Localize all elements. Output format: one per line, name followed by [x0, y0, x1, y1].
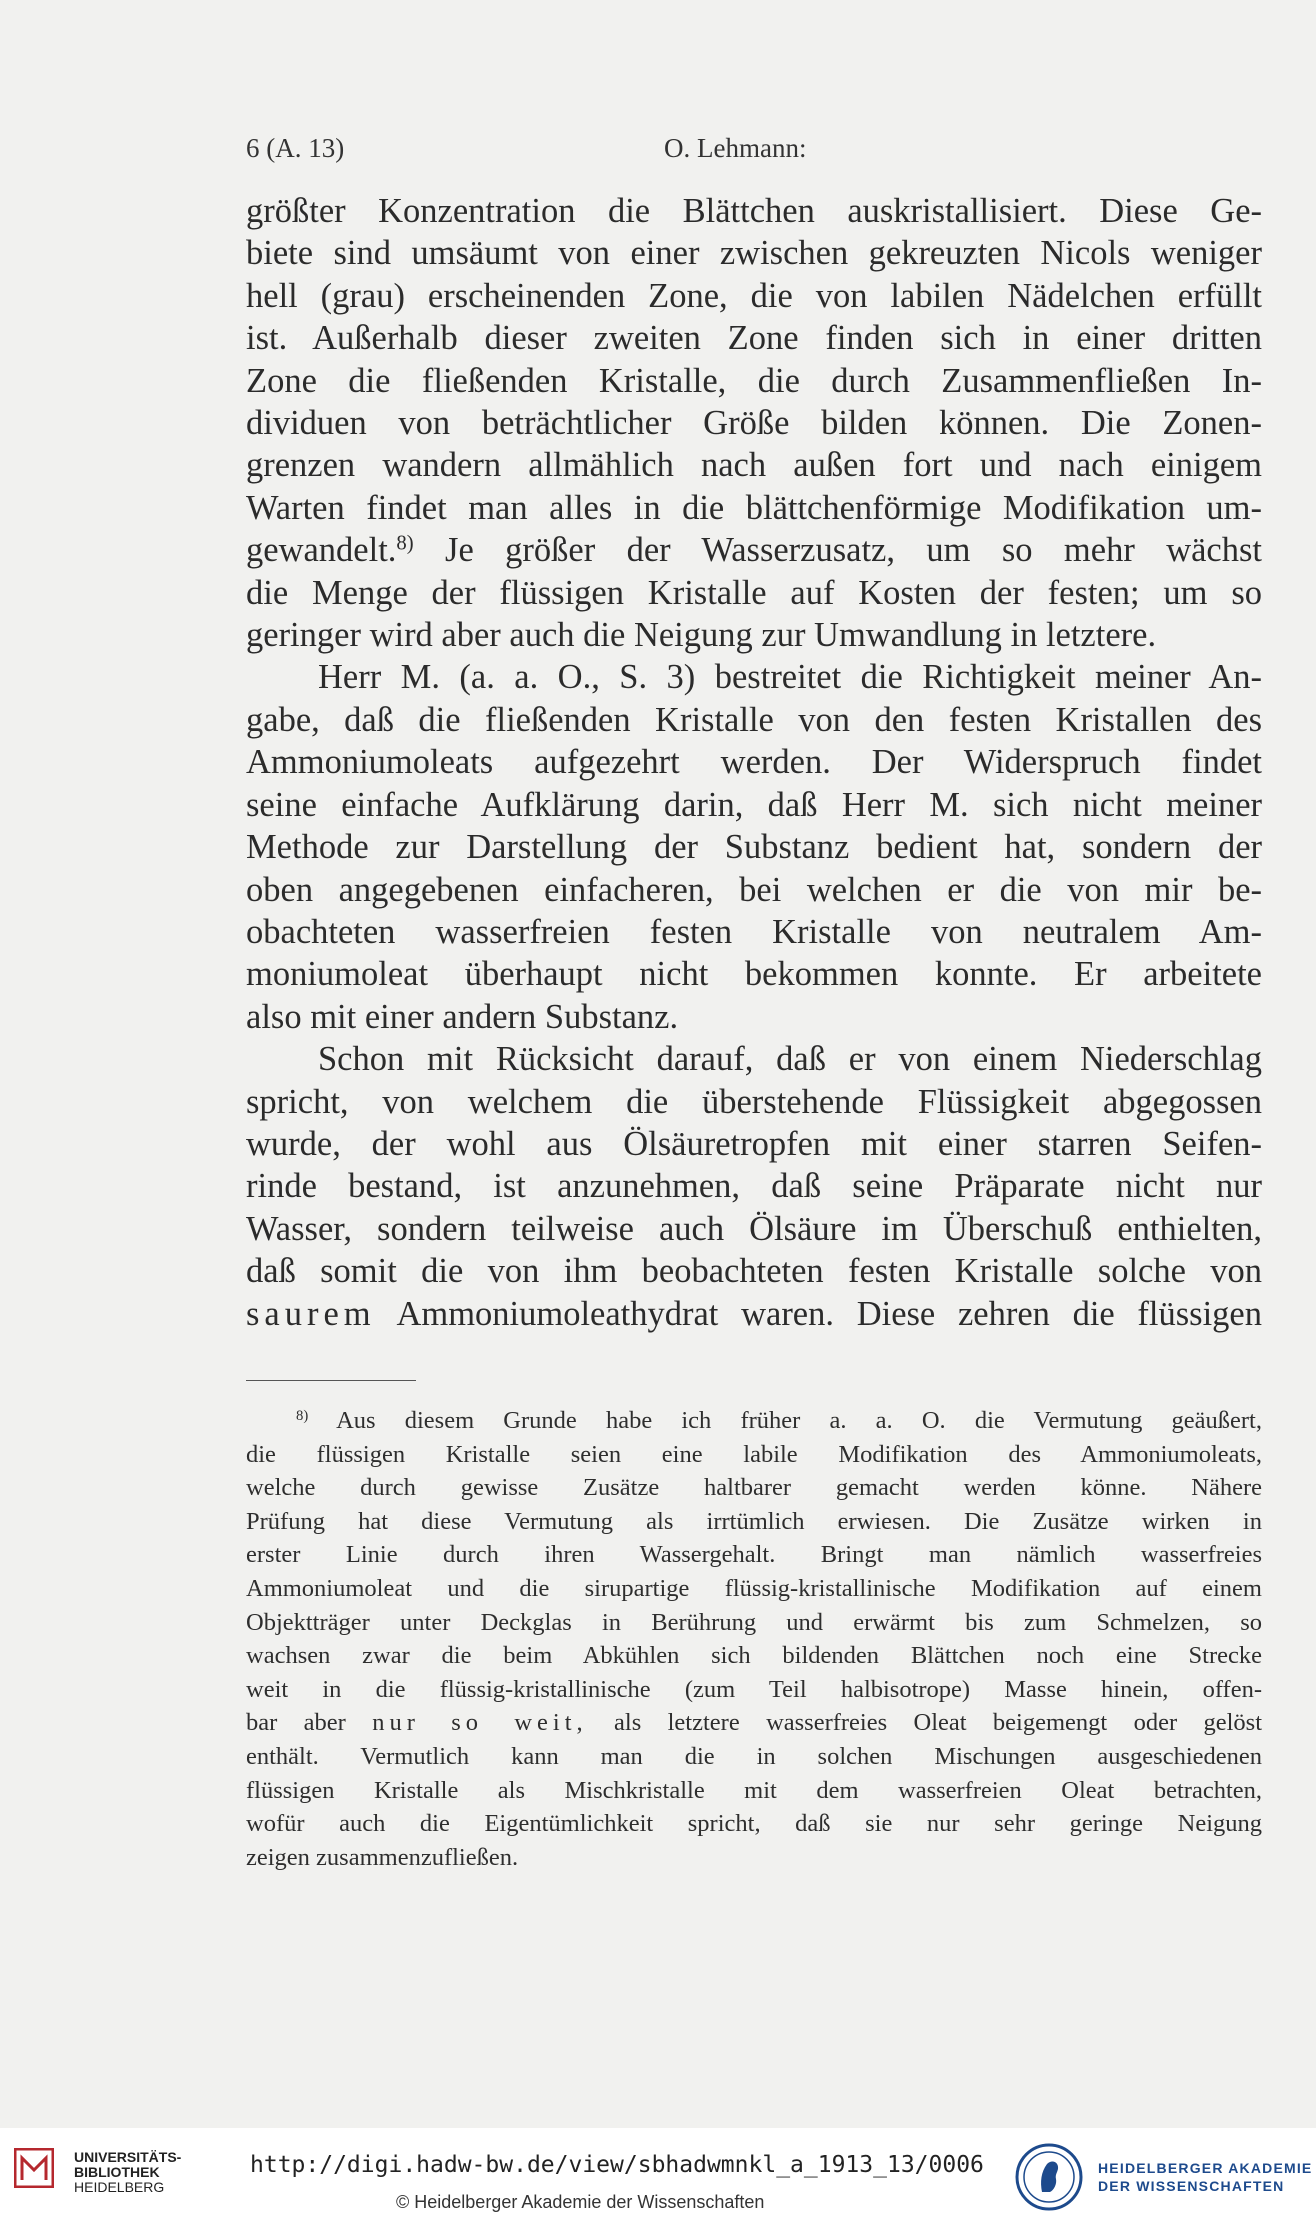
- emphasized-phrase: nur so weit,: [372, 1709, 588, 1737]
- text-line: oben angegebenen einfacheren, bei welchen er die von mir be-: [246, 870, 1262, 909]
- footnote-line: erster Linie durch ihren Wassergehalt. Bringt man nämlich wasserfreies: [246, 1541, 1262, 1569]
- permalink-url[interactable]: http://digi.hadw-bw.de/view/sbhadwmnkl_a_1913_13/0006: [250, 2152, 984, 2178]
- footnote-line: weit in die flüssig-kristallinische (zum Teil halbisotrope) Masse hinein, offen-: [246, 1675, 1262, 1703]
- footnote-line: Prüfung hat diese Vermutung als irrtümlich erwiesen. Die Zusätze wirken in: [246, 1507, 1262, 1535]
- footnote-line: Objektträger unter Deckglas in Berührung und erwärmt bis zum Schmelzen, so: [246, 1608, 1262, 1636]
- text-line: dividuen von beträchtlicher Größe bilden können. Die Zonen-: [246, 404, 1262, 443]
- text-fragment: als letztere wasserfreies Oleat beigemengt oder gelöst: [614, 1709, 1263, 1737]
- text-line: Warten findet man alles in die blättchenförmige Modifikation um-: [246, 488, 1262, 527]
- footnote-separator: [246, 1380, 416, 1381]
- footnote-line: [246, 1706, 1262, 1740]
- text-fragment: gewandelt.: [246, 531, 397, 570]
- footnote-line: die flüssigen Kristalle seien eine labile Modifikation des Ammoniumoleats,: [246, 1440, 1262, 1468]
- text-line: Wasser, sondern teilweise auch Ölsäure im Überschuß enthielten,: [246, 1209, 1262, 1248]
- footnote-line: welche durch gewisse Zusätze haltbarer gemacht werden könne. Nähere: [246, 1474, 1262, 1502]
- text-line: ist. Außerhalb dieser zweiten Zone finden sich in einer dritten: [246, 319, 1262, 358]
- text-line: Herr M. (a. a. O., S. 3) bestreitet die Richtigkeit meiner An-: [318, 658, 1262, 697]
- text-line: moniumoleat überhaupt nicht bekommen konnte. Er arbeitete: [246, 955, 1262, 994]
- library-name-line: BIBLIOTHEK: [74, 2164, 160, 2180]
- author-heading: O. Lehmann:: [664, 133, 807, 163]
- text-line: spricht, von welchem die überstehende Flüssigkeit abgegossen: [246, 1082, 1262, 1121]
- text-line: seine einfache Aufklärung darin, daß Herr M. sich nicht meiner: [246, 785, 1262, 824]
- text-fragment: Ammoniumoleathydrat waren. Diese zehren die flüssigen: [396, 1294, 1262, 1333]
- text-line: größter Konzentration die Blättchen auskristallisiert. Diese Ge-: [246, 192, 1262, 230]
- text-line: Schon mit Rücksicht darauf, daß er von einem Niederschlag: [318, 1040, 1262, 1079]
- text-line: [246, 529, 1262, 571]
- footnote-line: wofür auch die Eigentümlichkeit spricht, daß sie nur sehr geringe Neigung: [246, 1810, 1262, 1838]
- copyright-notice: © Heidelberger Akademie der Wissenschaften: [396, 2192, 765, 2212]
- library-logo-icon[interactable]: [14, 2148, 54, 2188]
- text-line: geringer wird aber auch die Neigung zur Umwandlung in letztere.: [246, 616, 1157, 655]
- text-line: [246, 1293, 1262, 1335]
- text-line: Methode zur Darstellung der Substanz bedient hat, sondern der: [246, 828, 1262, 867]
- body-text: [246, 190, 1262, 1335]
- text-line: die Menge der flüssigen Kristalle auf Kosten der festen; um so: [246, 573, 1262, 612]
- academy-name-line: HEIDELBERGER AKADEMIE: [1098, 2160, 1313, 2176]
- footnote-line: Ammoniumoleat und die sirupartige flüssig-kristallinische Modifikation auf einem: [246, 1574, 1262, 1602]
- text-line: hell (grau) erscheinenden Zone, die von labilen Nädelchen erfüllt: [246, 276, 1262, 315]
- text-line: Zone die fließenden Kristalle, die durch Zusammenfließen In-: [246, 361, 1262, 400]
- library-name-line: UNIVERSITÄTS-: [74, 2149, 182, 2165]
- academy-seal-icon[interactable]: [1014, 2142, 1084, 2212]
- footnote-reference[interactable]: 8): [396, 532, 414, 555]
- text-line: daß somit die von ihm beobachteten festen Kristalle solche von: [246, 1252, 1262, 1291]
- text-line: rinde bestand, ist anzunehmen, daß seine Präparate nicht nur: [246, 1167, 1262, 1206]
- academy-name-line: DER WISSENSCHAFTEN: [1098, 2178, 1285, 2194]
- footnote-line: flüssigen Kristalle als Mischkristalle mit dem wasserfreien Oleat betrachten,: [246, 1776, 1262, 1804]
- text-line: also mit einer andern Substanz.: [246, 997, 679, 1036]
- text-fragment: Aus diesem Grunde habe ich früher a. a. O. die Vermutung geäußert,: [336, 1407, 1262, 1434]
- footnote-line: wachsen zwar die beim Abkühlen sich bildenden Blättchen noch eine Strecke: [246, 1642, 1262, 1670]
- footnote-marker: 8): [296, 1407, 309, 1424]
- footnote-line: [246, 1404, 1262, 1438]
- library-name-line: HEIDELBERG: [74, 2179, 165, 2195]
- page-reference: 6 (A. 13): [246, 133, 345, 163]
- text-line: obachteten wasserfreien festen Kristalle von neutralem Am-: [246, 912, 1262, 951]
- text-line: gabe, daß die fließenden Kristalle von den festen Kristallen des: [246, 700, 1262, 739]
- text-line: biete sind umsäumt von einer zwischen gekreuzten Nicols weniger: [246, 234, 1262, 273]
- footnote-line: zeigen zusammenzufließen.: [246, 1843, 519, 1871]
- academy-name[interactable]: [1098, 2159, 1312, 2195]
- footnote: [246, 1404, 1262, 1874]
- text-line: grenzen wandern allmählich nach außen fort und nach einigem: [246, 446, 1262, 485]
- footnote-line: enthält. Vermutlich kann man die in solchen Mischungen ausgeschiedenen: [246, 1742, 1262, 1770]
- text-fragment: bar aber: [246, 1709, 346, 1737]
- text-fragment: Je größer der Wasserzusatz, um so mehr wächst: [445, 531, 1262, 570]
- text-line: wurde, der wohl aus Ölsäuretropfen mit einer starren Seifen-: [246, 1124, 1262, 1163]
- text-line: Ammoniumoleats aufgezehrt werden. Der Widerspruch findet: [246, 743, 1262, 782]
- library-name[interactable]: [74, 2150, 181, 2195]
- emphasized-word: saurem: [246, 1294, 376, 1333]
